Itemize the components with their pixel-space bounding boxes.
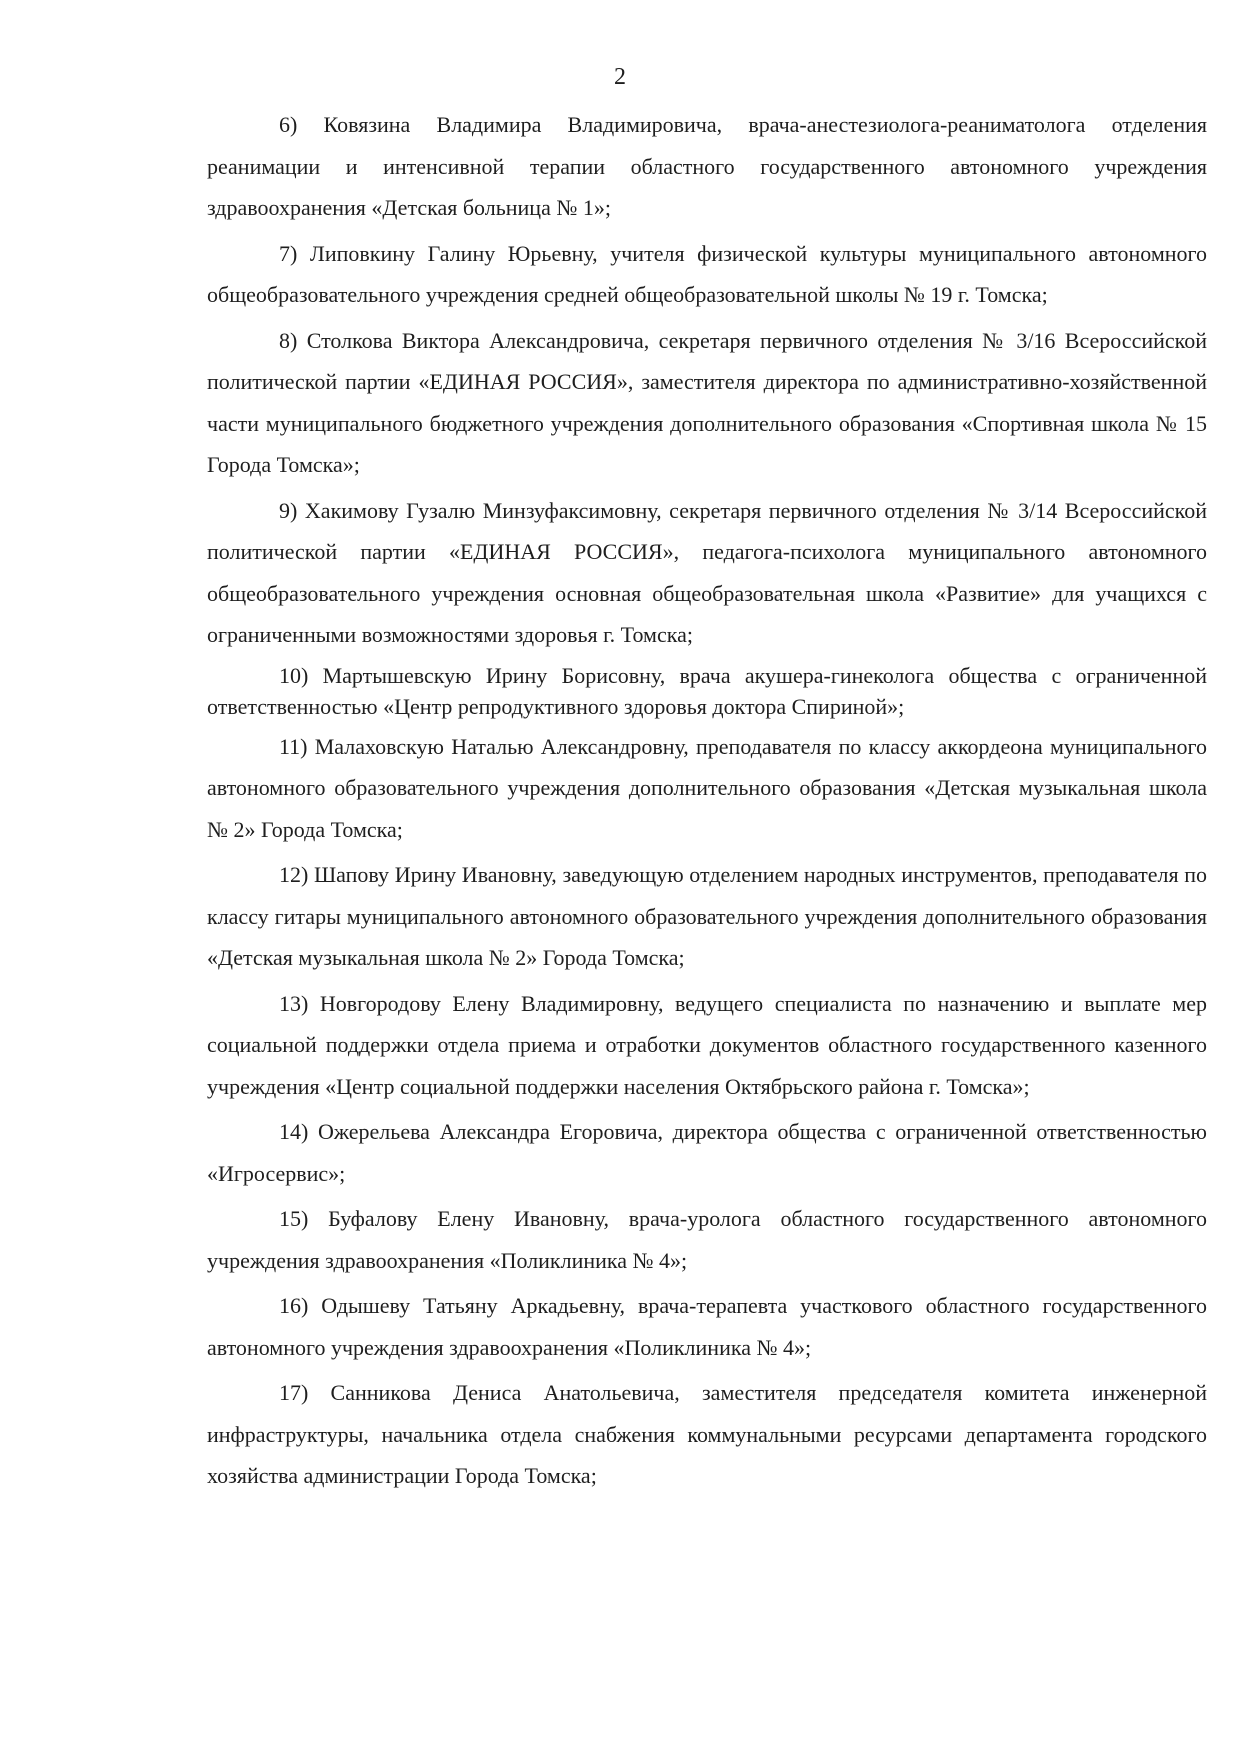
page-number: 2 [614,64,626,90]
list-item: 13) Новгородову Елену Владимировну, ведущего специалиста по назначению и выплате мер социальной поддержки отдела приема и отработки документов областного государственного казенного учреждения «Центр социальной поддержки населения Октябрьского района г. Томска»; [207,990,1207,1099]
list-item: 12) Шапову Ирину Ивановну, заведующую отделением народных инструментов, преподавателя по классу гитары муниципального автономного образовательного учреждения дополнительного образования «Детская музыкальная школа № 2» Города Томска; [207,862,1207,970]
list-item: 14) Ожерельева Александра Егоровича, директора общества с ограниченной ответственностью «Игросервис»; [207,1119,1207,1186]
list-item: 7) Липовкину Галину Юрьевну, учителя физической культуры муниципального автономного общеобразовательного учреждения средней общеобразовательной школы № 19 г. Томска; [207,240,1207,307]
list-item: 8) Столкова Виктора Александровича, секретаря первичного отделения № 3/16 Всероссийской политической партии «ЕДИНАЯ РОССИЯ», заместителя директора по административно-хозяйственной части муниципального бюджетного учреждения дополнительного образования «Спортивная школа № 15 Города Томска»; [207,327,1207,477]
appointee-list [207,104,1207,1501]
list-item: 17) Санникова Дениса Анатольевича, заместителя председателя комитета инженерной инфраструктуры, начальника отдела снабжения коммунальными ресурсами департамента городского хозяйства администрации Города Томска; [207,1380,1207,1488]
list-item: 11) Малаховскую Наталью Александровну, преподавателя по классу аккордеона муниципального автономного образовательного учреждения дополнительного образования «Детская музыкальная школа № 2» Города Томска; [207,733,1207,842]
list-item: 9) Хакимову Гузалю Минзуфаксимовну, секретаря первичного отделения № 3/14 Всероссийской политической партии «ЕДИНАЯ РОССИЯ», педагога-психолога муниципального автономного общеобразовательного учреждения основная общеобразовательная школа «Развитие» для учащихся с ограниченными возможностями здоровья г. Томска; [207,497,1207,647]
list-item: 6) Ковязина Владимира Владимировича, врача-анестезиолога-реаниматолога отделения реанимации и интенсивной терапии областного государственного автономного учреждения здравоохранения «Детская больница № 1»; [207,112,1207,220]
list-item: 15) Буфалову Елену Ивановну, врача-уролога областного государственного автономного учреждения здравоохранения «Поликлиника № 4»; [207,1206,1207,1273]
list-item: 16) Одышеву Татьяну Аркадьевну, врача-терапевта участкового областного государственного автономного учреждения здравоохранения «Поликлиника № 4»; [207,1293,1207,1360]
list-item: 10) Мартышевскую Ирину Борисовну, врача акушера-гинеколога общества с ограниченной ответственностью «Центр репродуктивного здоровья доктора Спириной»; [207,662,1207,719]
